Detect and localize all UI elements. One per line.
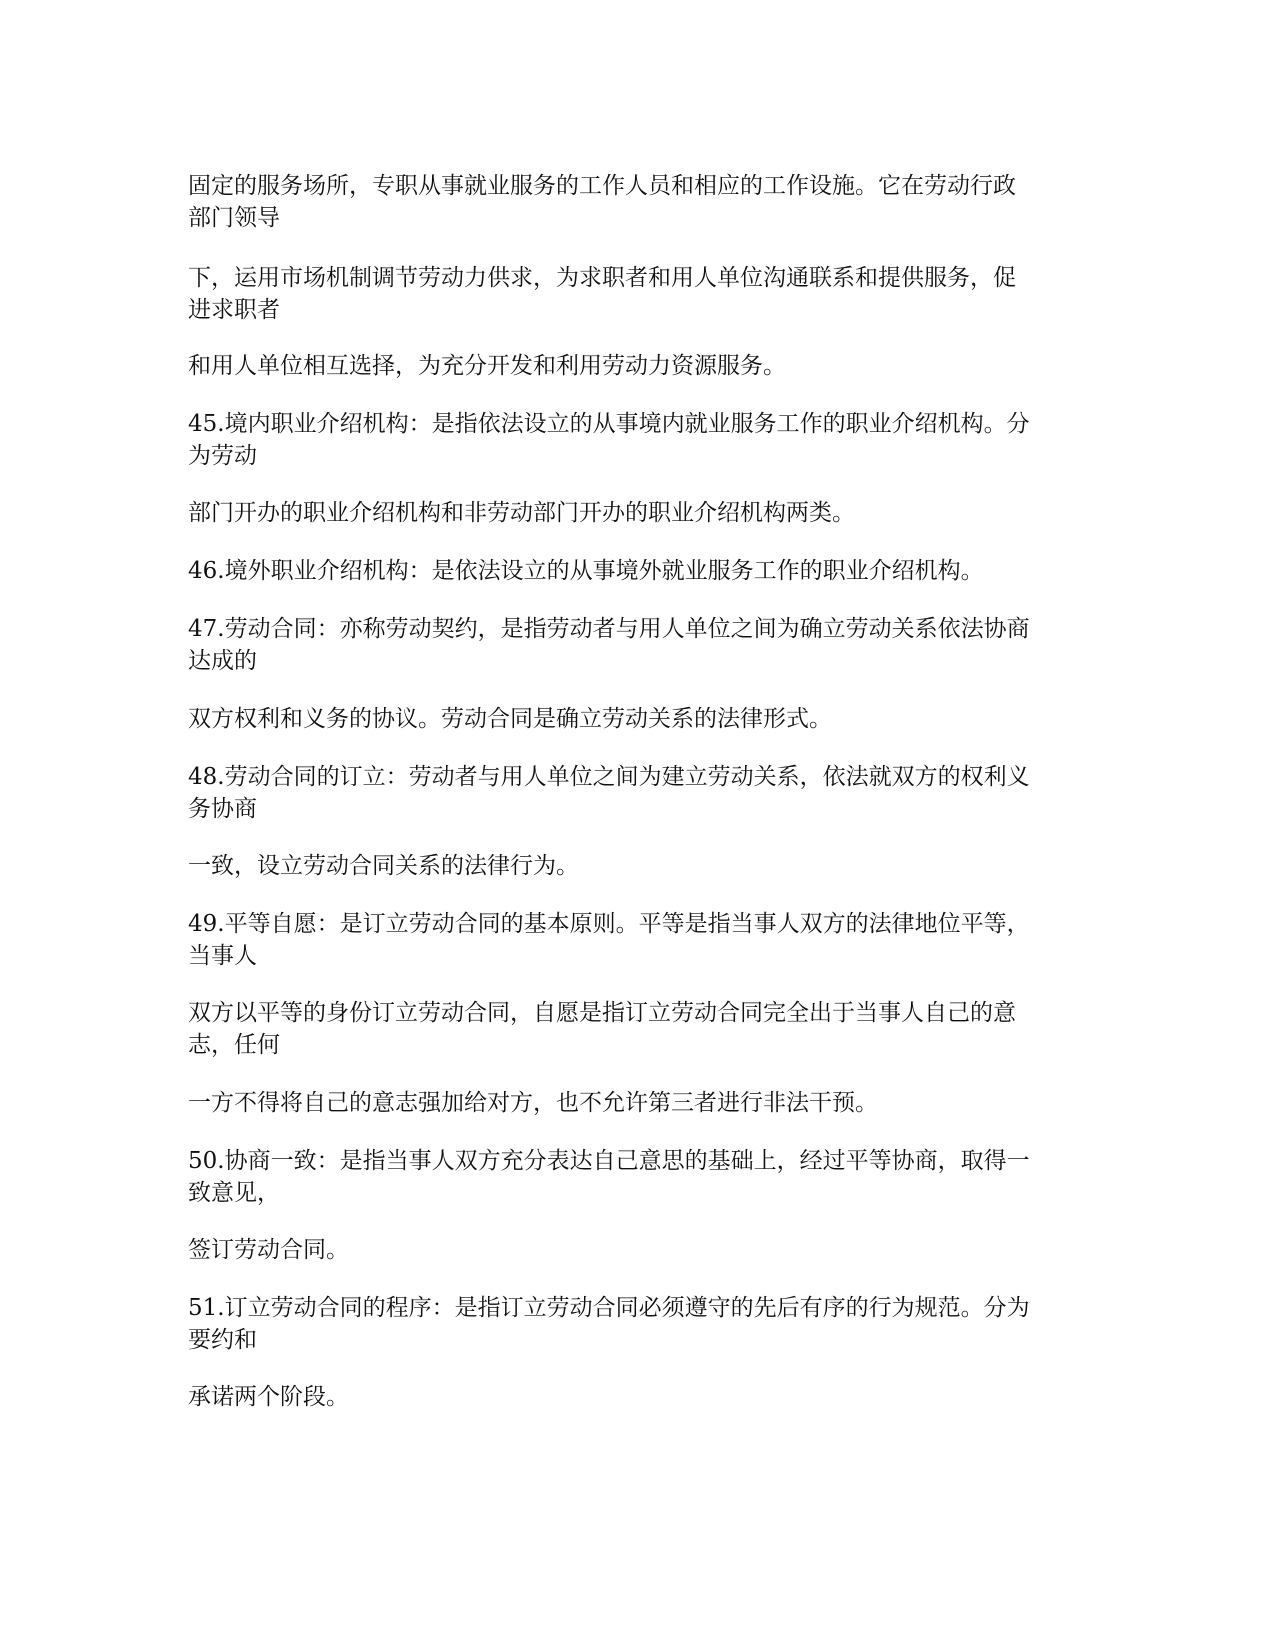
paragraph-49-cont-2 — [188, 1087, 1088, 1119]
text-line: 达成的 — [188, 648, 257, 674]
text-line: 47.劳动合同：亦称劳动契约，是指劳动者与用人单位之间为确立劳动关系依法协商 — [188, 616, 1030, 642]
text-line: 部门领导 — [188, 205, 280, 231]
text-line: 49.平等自愿：是订立劳动合同的基本原则。平等是指当事人双方的法律地位平等， — [188, 911, 1030, 937]
text-line: 进求职者 — [188, 297, 280, 323]
text-line: 48.劳动合同的订立：劳动者与用人单位之间为建立劳动关系，依法就双方的权利义 — [188, 764, 1030, 790]
text-line: 务协商 — [188, 796, 257, 822]
paragraph-45 — [188, 408, 1088, 472]
paragraph-50 — [188, 1145, 1088, 1209]
paragraph-48-cont — [188, 850, 1088, 882]
text-line: 双方权利和义务的协议。劳动合同是确立劳动关系的法律形式。 — [188, 706, 832, 732]
paragraph-49-cont-1 — [188, 997, 1088, 1061]
paragraph-51-cont — [188, 1381, 1088, 1413]
text-line: 下，运用市场机制调节劳动力供求，为求职者和用人单位沟通联系和提供服务，促 — [188, 265, 1016, 291]
text-line: 当事人 — [188, 943, 257, 969]
text-line: 要约和 — [188, 1327, 257, 1353]
paragraph-3 — [188, 350, 1088, 382]
text-line: 和用人单位相互选择，为充分开发和利用劳动力资源服务。 — [188, 353, 786, 379]
text-line: 一致，设立劳动合同关系的法律行为。 — [188, 853, 579, 879]
paragraph-50-cont — [188, 1234, 1088, 1266]
text-line: 双方以平等的身份订立劳动合同，自愿是指订立劳动合同完全出于当事人自己的意 — [188, 1000, 1016, 1026]
paragraph-49 — [188, 908, 1088, 972]
text-line: 为劳动 — [188, 443, 257, 469]
text-line: 50.协商一致：是指当事人双方充分表达自己意思的基础上，经过平等协商，取得一 — [188, 1148, 1030, 1174]
text-line: 部门开办的职业介绍机构和非劳动部门开办的职业介绍机构两类。 — [188, 500, 855, 526]
paragraph-2 — [188, 262, 1088, 326]
text-line: 志，任何 — [188, 1032, 280, 1058]
text-line: 固定的服务场所，专职从事就业服务的工作人员和相应的工作设施。它在劳动行政 — [188, 173, 1016, 199]
paragraph-47-cont — [188, 703, 1088, 735]
paragraph-47 — [188, 613, 1088, 677]
paragraph-1 — [188, 170, 1088, 234]
paragraph-45-cont — [188, 497, 1088, 529]
text-line: 45.境内职业介绍机构：是指依法设立的从事境内就业服务工作的职业介绍机构。分 — [188, 411, 1030, 437]
paragraph-51 — [188, 1292, 1088, 1356]
text-line: 致意见， — [188, 1180, 280, 1206]
text-line: 46.境外职业介绍机构：是依法设立的从事境外就业服务工作的职业介绍机构。 — [188, 558, 984, 584]
paragraph-48 — [188, 761, 1088, 825]
paragraph-46 — [188, 555, 1088, 587]
text-line: 签订劳动合同。 — [188, 1237, 349, 1263]
text-line: 一方不得将自己的意志强加给对方，也不允许第三者进行非法干预。 — [188, 1090, 878, 1116]
text-line: 51.订立劳动合同的程序：是指订立劳动合同必须遵守的先后有序的行为规范。分为 — [188, 1295, 1030, 1321]
text-line: 承诺两个阶段。 — [188, 1384, 349, 1410]
